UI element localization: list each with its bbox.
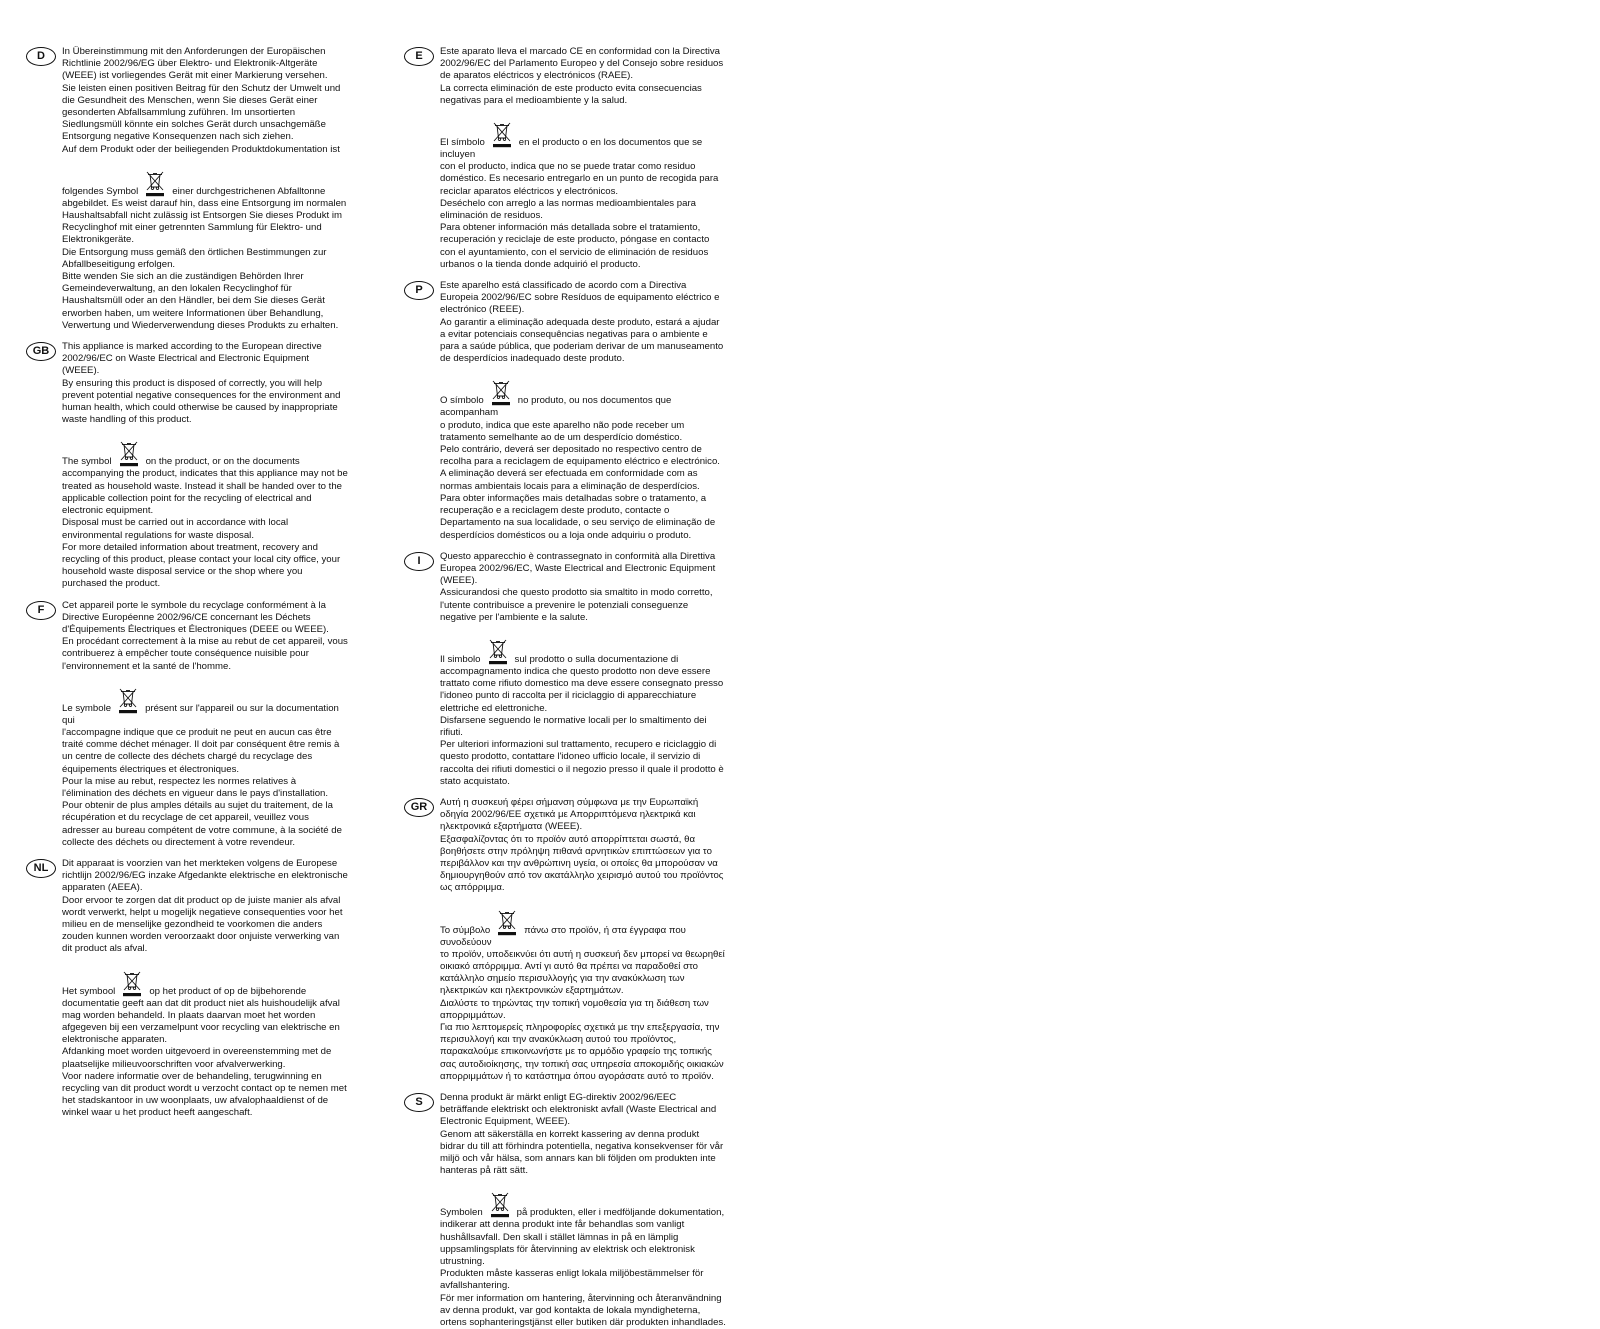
symbol-line — [440, 909, 726, 949]
symbol-text-after: einer durchgestrichenen Abfalltonne — [172, 185, 326, 197]
intro-text — [440, 551, 726, 624]
crossed-out-wheelie-bin-icon — [121, 970, 143, 998]
symbol-line — [62, 687, 348, 727]
outro-text — [440, 444, 726, 542]
intro-paragraph: Dit apparaat is voorzien van het merkteken volgens de Europese richtlijn 2002/96/EG inzake Afgedankte elektrische en elektronische apparaten (AEEA). — [62, 857, 348, 894]
outro-paragraph: Disfarsene seguendo le normative locali per lo smaltimento dei rifiuti. — [440, 714, 707, 738]
language-badge: I — [404, 552, 434, 571]
symbol-text-rest: con el producto, indica que no se puede tratar como residuo doméstico. Es necesario entregarlo en un punto de recogida para reciclar aparatos eléctricos y electrónicos. — [440, 161, 719, 197]
outro-text — [62, 1046, 348, 1119]
symbol-text-after: no produto, ou nos documentos que acompanham — [440, 395, 672, 419]
outro-text — [62, 517, 348, 590]
intro-paragraph: Door ervoor te zorgen dat dit product op de juiste manier als afval wordt verwerkt, helpt u mogelijk negatieve consequenties voor het milieu en de menselijke gezondheid te voorkomen die anders zouden kunnen worden veroorzaakt door onjuiste verwerking van dit product als afval. — [62, 894, 343, 955]
outro-text — [440, 1268, 726, 1329]
intro-text — [440, 1092, 726, 1177]
outro-paragraph: Disposal must be carried out in accordance with local environmental regulations for waste disposal. — [62, 517, 289, 541]
intro-text — [62, 600, 348, 673]
symbol-text-before: Il simbolo — [440, 653, 481, 665]
symbol-text-rest: o produto, indica que este aparelho não pode receber um tratamento semelhante ao de um desperdício doméstico. — [440, 419, 685, 443]
outro-paragraph: Pour la mise au rebut, respectez les normes relatives à l'élimination des déchets en vigueur dans le pays d'installation. — [62, 775, 329, 799]
outro-paragraph: Bitte wenden Sie sich an die zuständigen Behörden Ihrer Gemeindeverwaltung, an den lokalen Recyclinghof für Haushaltsmüll oder an den Händler, bei dem Sie dieses Gerät erworben haben, um weitere Informationen über Behandlung, Verwertung und Wiederverwendung dieses Produkts zu erhalten. — [62, 271, 339, 331]
outro-paragraph: Διαλύστε το τηρώντας την τοπική νομοθεσία για τη διάθεση των απορριμμάτων. — [440, 997, 709, 1021]
symbol-line — [440, 1191, 726, 1219]
symbol-line — [62, 440, 348, 468]
symbol-text-rest: documentatie geeft aan dat dit product niet als huishoudelijk afval mag worden behandeld. In plaats daarvan moet het worden afgegeven bij een verzamelpunt voor recycling van elektrische en elektronische apparaten. — [62, 997, 340, 1046]
intro-paragraph: By ensuring this product is disposed of correctly, you will help prevent potential negative consequences for the environment and human health, which could otherwise be caused by inappropriate waste handling of this product. — [62, 377, 341, 426]
outro-paragraph: Για πιο λεπτομερείς πληροφορίες σχετικά με την επεξεργασία, την περισυλλογή και την ανακύκλωση αυτού του προϊόντος, παρακαλούμε επικοινωνήστε με το αρμόδιο γραφείο της τοπικής σας αυτοδιοίκησης, την τοπική σας υπηρεσία αποκομιδής οικιακών απορριμμάτων ή το κατάστημα όπου αγοράσατε αυτό το προϊόν. — [440, 1022, 724, 1082]
outro-paragraph: Pelo contrário, deverá ser depositado no respectivo centro de recolha para a reciclagem de equipamento eléctrico e electrónico. — [440, 444, 720, 468]
outro-paragraph: Per ulteriori informazioni sul trattamento, recupero e riciclaggio di questo prodotto, contattare l'idoneo ufficio locale, il servizio di raccolta dei rifiuti domestici o il negozio presso il quale il prodotto è stato acquistato. — [440, 739, 724, 787]
language-badge: F — [26, 601, 56, 620]
language-badge: D — [26, 47, 56, 66]
intro-paragraph: Sie leisten einen positiven Beitrag für den Schutz der Umwelt und die Gesundheit des Menschen, wenn Sie dieses Gerät einer gesonderten Abfallsammlung zuführen. Im unsortierten Siedlungsmüll könnte ein solches Gerät durch unsachgemäße Entsorgung negative Konsequenzen nach sich ziehen. — [62, 82, 341, 143]
symbol-line — [440, 121, 726, 161]
intro-paragraph: In Übereinstimmung mit den Anforderungen der Europäischen Richtlinie 2002/96/EG über Elektro- und Elektronik-Altgeräte (WEEE) ist vorliegendes Gerät mit einer Markierung versehen. — [62, 46, 328, 82]
outro-paragraph: Para obtener información más detallada sobre el tratamiento, recuperación y reciclaje de este producto, póngase en contacto con el ayuntamiento, con el servicio de eliminación de residuos urbanos o la tienda donde adquirió el producto. — [440, 222, 710, 270]
crossed-out-wheelie-bin-icon — [117, 687, 139, 715]
intro-text — [440, 280, 726, 365]
section-gr — [404, 797, 726, 1083]
symbol-text-rest: το προϊόν, υποδεικνύει ότι αυτή η συσκευή δεν μπορεί να θεωρηθεί οικιακό απόρριμμα. Αντί γι αυτό θα πρέπει να παραδοθεί στο κατάλληλο σημείο περισυλλογής για την ανακύκλωση των ηλεκτρικών και ηλεκτρονικών εξαρτημάτων. — [440, 948, 725, 997]
language-badge: P — [404, 281, 434, 300]
symbol-text-before: Το σύμβολο — [440, 924, 491, 936]
outro-paragraph: Pour obtenir de plus amples détails au sujet du traitement, de la récupération et du recyclage de cet appareil, veuillez vous adresser au bureau compétent de votre commune, à la société de collecte des déchets ou directement à votre revendeur. — [62, 800, 342, 848]
symbol-text-after: πάνω στο προϊόν, ή στα έγγραφα που συνοδεύουν — [440, 924, 686, 948]
section-i — [404, 551, 726, 788]
intro-paragraph: Este aparato lleva el marcado CE en conformidad con la Directiva 2002/96/EC del Parlamento Europeo y del Consejo sobre residuos de aparatos eléctricos y electrónicos (RAEE). — [440, 46, 724, 82]
symbol-text-after: en el producto o en los documentos que se incluyen — [440, 136, 703, 161]
intro-text — [62, 858, 348, 956]
outro-paragraph: For more detailed information about treatment, recovery and recycling of this product, please contact your local city office, your household waste disposal service or the shop where you purchased the product. — [62, 541, 341, 590]
symbol-text-after: sul prodotto o sulla documentazione di — [514, 653, 679, 665]
symbol-line — [440, 638, 726, 666]
intro-paragraph: Questo apparecchio è contrassegnato in conformità alla Direttiva Europea 2002/96/EC, Waste Electrical and Electronic Equipment (WEEE). — [440, 550, 716, 587]
symbol-text-rest: accompagnamento indica che questo prodotto non deve essere trattato come rifiuto domestico ma deve essere consegnato presso l'idoneo punto di raccolta per il riciclaggio di apparecchiature elettriche ed elettroniche. — [440, 665, 724, 714]
section-s — [404, 1092, 726, 1329]
column-right — [404, 46, 726, 1329]
language-badge: NL — [26, 859, 56, 878]
language-badge: E — [404, 47, 434, 66]
symbol-text-after: på produkten, eller i medföljande dokumentation, — [516, 1207, 725, 1219]
outro-paragraph: Produkten måste kasseras enligt lokala miljöbestämmelser för avfallshantering. — [440, 1268, 704, 1292]
intro-paragraph: Auf dem Produkt oder der beiliegenden Produktdokumentation ist — [62, 143, 340, 155]
crossed-out-wheelie-bin-icon — [490, 379, 512, 407]
intro-paragraph: Denna produkt är märkt enligt EG-direktiv 2002/96/EEC beträffande elektriskt och elektroniskt avfall (Waste Electrical and Electronic Equipment, WEEE). — [440, 1092, 717, 1128]
intro-paragraph: Ao garantir a eliminação adequada deste produto, estará a ajudar a evitar potenciais consequências negativas para o ambiente e para a saúde pública, que poderiam derivar de um manuseamento de desperdícios inadequado deste produto. — [440, 316, 724, 365]
outro-text — [440, 198, 726, 271]
crossed-out-wheelie-bin-icon — [491, 121, 513, 149]
symbol-text-before: folgendes Symbol — [62, 185, 139, 197]
symbol-text-before: Le symbole — [62, 702, 112, 714]
section-f — [26, 600, 348, 849]
outro-paragraph: Para obter informações mais detalhadas sobre o tratamento, a recuperação e a reciclagem deste produto, contacte o Departamento na sua localidade, o seu serviço de eliminação de desperdícios domésticos ou a loja onde adquiriu o produto. — [440, 492, 716, 541]
section-p — [404, 280, 726, 542]
intro-paragraph: Assicurandosi che questo prodotto sia smaltito in modo corretto, l'utente contribuisce a prevenire le potenziali conseguenze negative per l'ambiente e la salute. — [440, 587, 713, 623]
symbol-text-before: The symbol — [62, 456, 112, 468]
symbol-text-before: Symbolen — [440, 1207, 483, 1219]
outro-paragraph: Afdanking moet worden uitgevoerd in overeenstemming met de plaatselijke milieuvoorschriften voor afvalverwerking. — [62, 1046, 332, 1070]
symbol-text-after: op het product of op de bijbehorende — [149, 985, 307, 997]
language-badge: GB — [26, 342, 56, 361]
symbol-text-rest: l'accompagne indique que ce produit ne peut en aucun cas être traité comme déchet ménager. Il doit par conséquent être remis à un centre de collecte des déchets chargé du recyclage des équipements électriques et électroniques. — [62, 726, 340, 775]
section-e — [404, 46, 726, 271]
symbol-line — [62, 170, 348, 198]
outro-paragraph: För mer information om hantering, återvinning och återanvändning av denna produkt, var god kontakta de lokala myndigheterna, ortens sophanteringstjänst eller butiken där produkten inhandlades. — [440, 1292, 726, 1329]
symbol-line — [440, 379, 726, 419]
symbol-text-before: O símbolo — [440, 395, 484, 407]
outro-paragraph: Voor nadere informatie over de behandeling, terugwinning en recycling van dit product wordt u verzocht contact op te nemen met het stadskantoor in uw woonplaats, uw afvalophaaldienst of de winkel waar u het product heeft aangeschaft. — [62, 1070, 347, 1119]
intro-text — [440, 46, 726, 107]
outro-paragraph: A eliminação deverá ser efectuada em conformidade com as normas ambientais locais para a eliminação de desperdícios. — [440, 468, 700, 492]
section-gb — [26, 341, 348, 590]
outro-paragraph: Die Entsorgung muss gemäß den örtlichen Bestimmungen zur Abfallbeseitigung erfolgen. — [62, 246, 327, 270]
intro-paragraph: Εξασφαλίζοντας ότι το προϊόν αυτό απορρίπτεται σωστά, θα βοηθήσετε στην πρόληψη πιθανά αρνητικών επιπτώσεων για το περιβάλλον και την ανθρώπινη υγεία, οι οποίες θα μπορούσαν να δημιουργηθούν από τον ακατάλληλο χειρισμό αυτού του προϊόντος ως απόρριμμα. — [440, 833, 724, 894]
outro-text — [62, 247, 348, 332]
crossed-out-wheelie-bin-icon — [118, 440, 140, 468]
crossed-out-wheelie-bin-icon — [144, 170, 166, 198]
symbol-text-rest: accompanying the product, indicates that this appliance may not be treated as household waste. Instead it shall be handed over to the applicable collection point for the recycling of electrical and electronic equipment. — [62, 468, 348, 517]
intro-paragraph: Genom att säkerställa en korrekt kassering av denna produkt bidrar du till att förhindra potentiella, negativa konsekvenser för vår miljö och vår hälsa, som annars kan bli följden om produkten inte hanteras på rätt sätt. — [440, 1128, 724, 1177]
symbol-text-rest: indikerar att denna produkt inte får behandlas som vanligt hushållsavfall. Den skall i stället lämnas in på en lämplig uppsamlingsplats för återvinning av elektrisk och elektronisk utrustning. — [440, 1219, 695, 1268]
intro-text — [62, 46, 348, 156]
language-badge: S — [404, 1093, 434, 1112]
crossed-out-wheelie-bin-icon — [487, 638, 509, 666]
outro-text — [62, 776, 348, 849]
intro-paragraph: En procédant correctement à la mise au rebut de cet appareil, vous contribuerez à empêcher toute conséquence nuisible pour l'environnement et la santé de l'homme. — [62, 636, 348, 672]
intro-paragraph: This appliance is marked according to the European directive 2002/96/EC on Waste Electrical and Electronic Equipment (WEEE). — [62, 341, 322, 377]
intro-paragraph: La correcta eliminación de este producto evita consecuencias negativas para el medioambiente y la salud. — [440, 82, 702, 106]
outro-text — [440, 715, 726, 788]
symbol-line — [62, 970, 348, 998]
outro-paragraph: Deséchelo con arreglo a las normas medioambientales para eliminación de residuos. — [440, 197, 696, 222]
symbol-text-before: Het symbool — [62, 985, 116, 997]
outro-text — [440, 998, 726, 1083]
crossed-out-wheelie-bin-icon — [489, 1191, 511, 1219]
language-badge: GR — [404, 798, 434, 817]
section-nl — [26, 858, 348, 1120]
crossed-out-wheelie-bin-icon — [496, 909, 518, 937]
intro-paragraph: Cet appareil porte le symbole du recyclage conformément à la Directive Européenne 2002/96/CE concernant les Déchets d'Équipements Électriques et Électroniques (DEEE ou WEEE). — [62, 599, 329, 635]
intro-paragraph: Αυτή η συσκευή φέρει σήμανση σύμφωνα με την Ευρωπαϊκή οδηγία 2002/96/ΕΕ σχετικά με Απορριπτόμενα ηλεκτρικά και ηλεκτρονικά εξαρτήματα (WEEE). — [440, 796, 699, 833]
symbol-text-after: on the product, or on the documents — [145, 456, 300, 468]
intro-text — [440, 797, 726, 895]
intro-paragraph: Este aparelho está classificado de acordo com a Directiva Europeia 2002/96/EC sobre Resíduos de equipamento eléctrico e electrónico (REEE). — [440, 280, 720, 316]
symbol-text-rest: abgebildet. Es weist darauf hin, dass eine Entsorgung im normalen Haushaltsabfall nicht zulässig ist Entsorgen Sie dieses Produkt im Recyclinghof mit einer getrennten Sammlung für Elektro- und Elektronikgeräte. — [62, 197, 347, 246]
intro-text — [62, 341, 348, 426]
symbol-text-before: El símbolo — [440, 136, 485, 148]
symbol-text-after: présent sur l'appareil ou sur la documentation qui — [62, 702, 339, 726]
column-left — [26, 46, 348, 1120]
section-d — [26, 46, 348, 332]
